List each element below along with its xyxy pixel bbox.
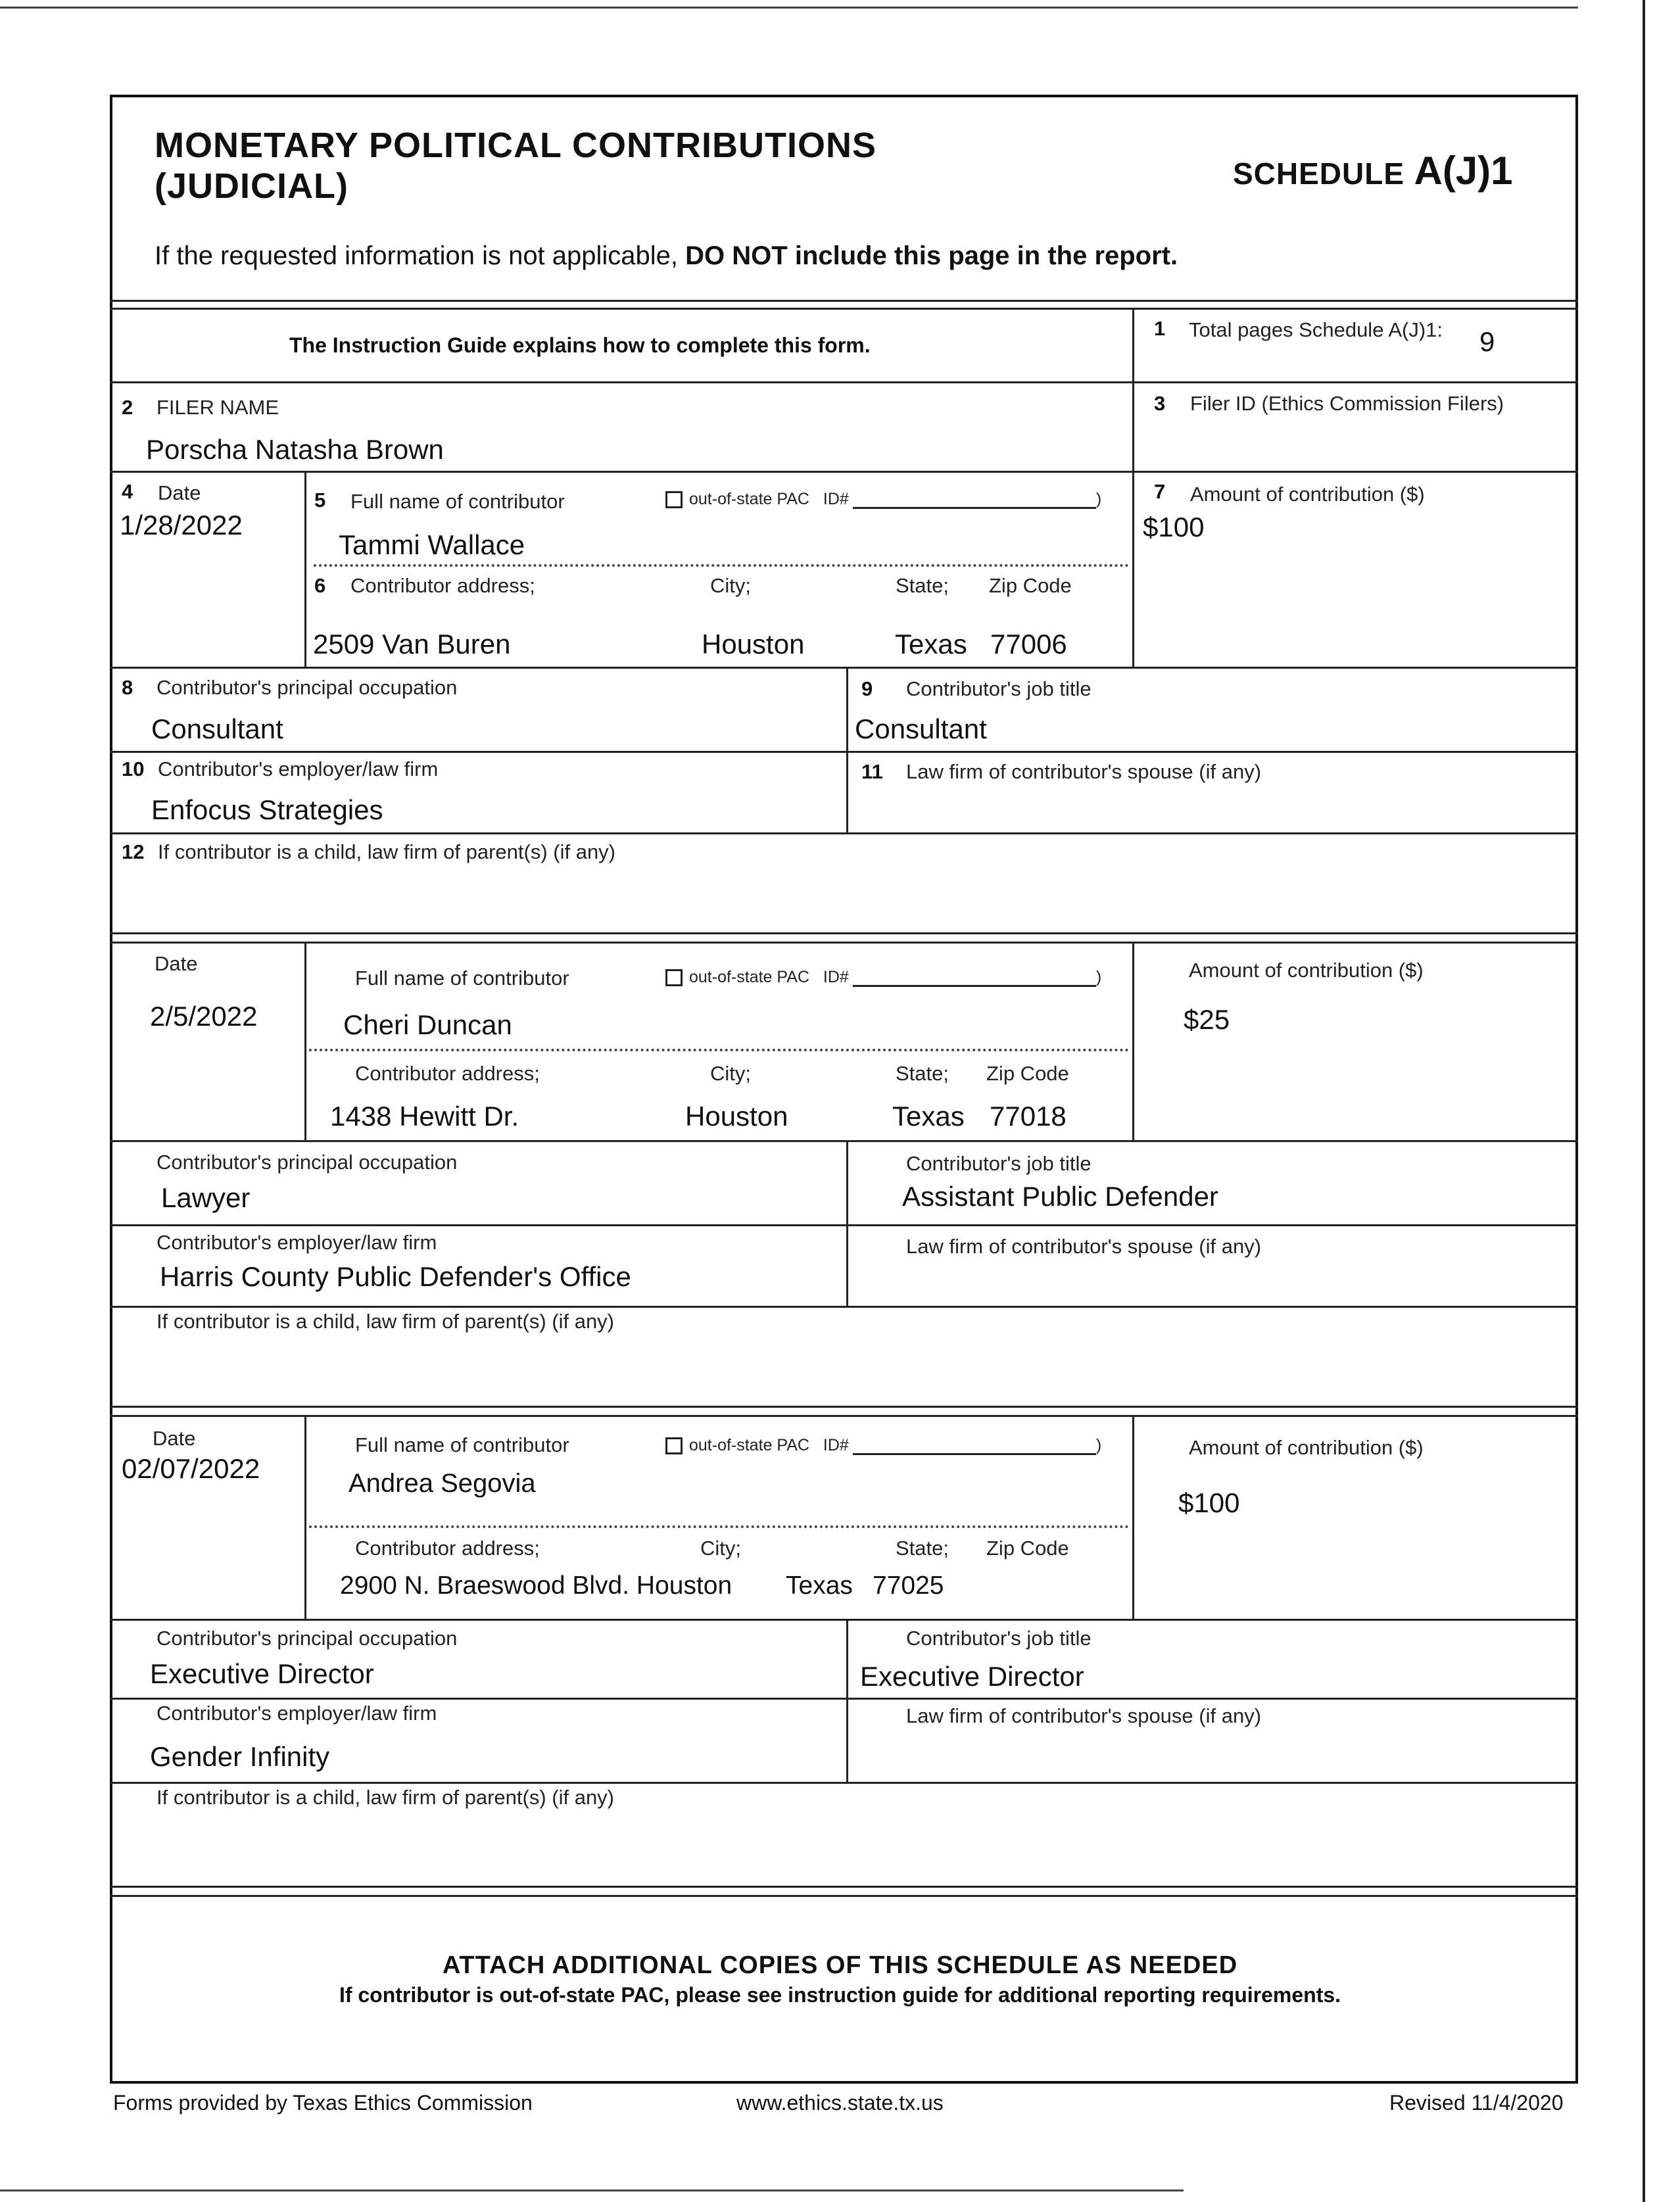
pac-checkbox-1[interactable]: [665, 491, 683, 508]
city-value-1: Houston: [702, 629, 805, 659]
amount-label-2: Amount of contribution ($): [1189, 959, 1424, 982]
date-label-2: Date: [155, 952, 198, 975]
job-title-value-2: Assistant Public Defender: [902, 1181, 1218, 1212]
filer-id-label: Filer ID (Ethics Commission Filers): [1190, 392, 1504, 415]
c1-vdiv-amount: [1132, 471, 1134, 668]
c3-end-2: [110, 1895, 1578, 1897]
amount-value-2: $25: [1184, 1004, 1230, 1035]
c2-divider-address: [110, 1140, 1578, 1142]
c2-end-2: [110, 1415, 1578, 1417]
zip-value-1: 77006: [990, 629, 1067, 659]
spouse-firm-label-2: Law firm of contributor's spouse (if any): [906, 1235, 1262, 1258]
pac-id-line-2: [853, 969, 1096, 987]
divider-filer: [110, 471, 1578, 473]
parent-firm-num-1: 12: [122, 840, 145, 863]
not-applicable-bold: DO NOT include this page in the report.: [685, 241, 1178, 270]
state-label-3: State;: [896, 1537, 949, 1560]
filer-name-num: 2: [122, 396, 133, 419]
employer-value-2: Harris County Public Defender's Office: [160, 1261, 631, 1292]
employer-label-1: Contributor's employer/law firm: [158, 757, 439, 780]
website-link[interactable]: www.ethics.state.tx.us: [736, 2091, 944, 2115]
c3-divider-employer: [110, 1782, 1578, 1784]
scan-right-edge: [1643, 0, 1645, 2202]
occupation-label-1: Contributor's principal occupation: [156, 676, 458, 699]
divider-top-1: [110, 300, 1578, 302]
name-label-2: Full name of contributor: [355, 967, 569, 990]
spouse-firm-num-1: 11: [861, 760, 883, 783]
c2-end-1: [110, 1406, 1578, 1408]
not-applicable-prefix: If the requested information is not applicable,: [155, 241, 679, 270]
zip-label-2: Zip Code: [986, 1062, 1069, 1085]
address-label-2: Contributor address;: [355, 1062, 540, 1085]
zip-label-3: Zip Code: [986, 1537, 1069, 1560]
c2-vdiv-date: [304, 942, 306, 1141]
c1-divider-employer: [110, 832, 1578, 834]
city-label-3: City;: [700, 1537, 741, 1560]
parent-firm-label-3: If contributor is a child, law firm of parent(s) (if any): [156, 1786, 615, 1809]
scan-bottom-edge: [0, 2190, 1184, 2191]
pac-id-label-2: ID#: [823, 968, 849, 986]
employer-value-1: Enfocus Strategies: [151, 794, 383, 825]
parent-firm-label-1: If contributor is a child, law firm of parent(s) (if any): [158, 840, 616, 863]
city-value-2: Houston: [685, 1101, 788, 1132]
form-title-line2: (JUDICIAL): [155, 166, 348, 206]
date-value-3: 02/07/2022: [122, 1453, 260, 1484]
name-num-1: 5: [314, 489, 326, 512]
date-num-1: 4: [122, 480, 133, 503]
address-label-3: Contributor address;: [355, 1537, 540, 1560]
pac-id-line-3: [853, 1437, 1096, 1455]
name-value-3: Andrea Segovia: [348, 1469, 536, 1498]
employer-value-3: Gender Infinity: [150, 1741, 330, 1772]
state-value-3: Texas: [786, 1571, 853, 1600]
c2-divider-employer: [110, 1306, 1578, 1308]
pac-label-2: out-of-state PAC: [689, 968, 809, 986]
pac-field-1: out-of-state PAC ID# ): [665, 490, 1101, 509]
c3-divider-address: [110, 1619, 1578, 1621]
job-title-value-1: Consultant: [855, 713, 987, 744]
filer-name-value: Porscha Natasha Brown: [146, 434, 444, 465]
date-value-1: 1/28/2022: [120, 510, 243, 540]
total-pages-num: 1: [1154, 317, 1166, 340]
c1-vdiv-occupation: [846, 667, 848, 834]
pac-field-2: out-of-state PAC ID# ): [665, 968, 1101, 987]
c3-vdiv-amount: [1132, 1415, 1134, 1620]
zip-value-2: 77018: [990, 1101, 1067, 1132]
pac-label-3: out-of-state PAC: [689, 1436, 809, 1454]
pac-instructions-note: If contributor is out-of-state PAC, please see instruction guide for additional reporting requirements.: [339, 1983, 1341, 2007]
c1-dotted-rule: [314, 564, 1129, 567]
pac-label-1: out-of-state PAC: [689, 490, 809, 508]
date-label-3: Date: [153, 1427, 196, 1450]
address-label-1: Contributor address;: [350, 574, 535, 597]
c3-end-1: [110, 1886, 1578, 1888]
employer-label-3: Contributor's employer/law firm: [156, 1702, 437, 1725]
pac-checkbox-3[interactable]: [665, 1437, 683, 1454]
occupation-num-1: 8: [122, 676, 133, 699]
c1-end-1: [110, 932, 1578, 934]
address-value-1: 2509 Van Buren: [313, 629, 511, 659]
instruction-text: The Instruction Guide explains how to complete this form.: [289, 333, 871, 357]
job-title-label-1: Contributor's job title: [906, 677, 1092, 700]
filer-id-num: 3: [1154, 392, 1166, 415]
pac-checkbox-2[interactable]: [665, 969, 683, 986]
city-label-2: City;: [710, 1062, 751, 1085]
c2-vdiv-amount: [1132, 942, 1134, 1141]
address-value-3: 2900 N. Braeswood Blvd. Houston: [340, 1571, 732, 1600]
job-title-label-3: Contributor's job title: [906, 1627, 1092, 1650]
state-label-2: State;: [896, 1062, 949, 1085]
employer-label-2: Contributor's employer/law firm: [156, 1231, 437, 1254]
not-applicable-note: [155, 241, 1178, 271]
spouse-firm-label-1: Law firm of contributor's spouse (if any): [906, 760, 1262, 783]
name-value-2: Cheri Duncan: [343, 1009, 512, 1040]
c3-dotted-rule: [309, 1525, 1129, 1528]
state-label-1: State;: [896, 574, 949, 597]
c1-divider-occupation: [110, 751, 1578, 753]
occupation-value-1: Consultant: [151, 713, 283, 744]
address-num-1: 6: [314, 574, 326, 597]
amount-label-1: Amount of contribution ($): [1190, 483, 1425, 506]
employer-num-1: 10: [122, 757, 145, 780]
spouse-firm-label-3: Law firm of contributor's spouse (if any): [906, 1704, 1262, 1727]
attach-copies-note: ATTACH ADDITIONAL COPIES OF THIS SCHEDULE AS NEEDED: [442, 1951, 1238, 1979]
c2-divider-occupation: [110, 1224, 1578, 1226]
pac-id-line-1: [853, 491, 1096, 509]
schedule-label: [1233, 148, 1513, 193]
date-label-1: Date: [158, 481, 201, 504]
scan-top-edge: [0, 7, 1578, 9]
divider-top-2: [110, 308, 1578, 310]
c1-divider-address: [110, 667, 1578, 669]
occupation-label-2: Contributor's principal occupation: [156, 1151, 458, 1174]
city-label-1: City;: [710, 574, 751, 597]
zip-label-1: Zip Code: [989, 574, 1072, 597]
c1-end-2: [110, 942, 1578, 944]
name-label-1: Full name of contributor: [350, 490, 565, 513]
parent-firm-label-2: If contributor is a child, law firm of parent(s) (if any): [156, 1310, 615, 1333]
schedule-code: A(J)1: [1414, 149, 1513, 193]
pac-id-label-3: ID#: [823, 1436, 849, 1454]
name-value-1: Tammi Wallace: [339, 529, 525, 560]
pac-field-3: out-of-state PAC ID# ): [665, 1436, 1101, 1455]
filer-name-label: FILER NAME: [156, 396, 279, 419]
address-value-2: 1438 Hewitt Dr.: [330, 1101, 519, 1132]
c3-divider-occupation: [110, 1698, 1578, 1700]
amount-value-1: $100: [1143, 512, 1205, 542]
amount-num-1: 7: [1154, 480, 1166, 503]
job-title-label-2: Contributor's job title: [906, 1152, 1092, 1175]
occupation-label-3: Contributor's principal occupation: [156, 1627, 458, 1650]
c2-vdiv-occupation: [846, 1140, 848, 1307]
zip-value-3: 77025: [873, 1571, 944, 1600]
occupation-value-3: Executive Director: [150, 1658, 374, 1689]
state-value-2: Texas: [892, 1101, 965, 1132]
provided-by: Forms provided by Texas Ethics Commission: [113, 2091, 533, 2115]
occupation-value-2: Lawyer: [161, 1182, 251, 1213]
state-value-1: Texas: [895, 629, 967, 659]
revised-date: Revised 11/4/2020: [1389, 2091, 1564, 2115]
divider-instruction: [110, 381, 1578, 383]
name-label-3: Full name of contributor: [355, 1433, 569, 1456]
c2-dotted-rule: [309, 1049, 1129, 1051]
c3-vdiv-date: [304, 1415, 306, 1620]
job-title-num-1: 9: [861, 677, 873, 700]
c3-vdiv-occupation: [846, 1619, 848, 1783]
form-title-line1: MONETARY POLITICAL CONTRIBUTIONS: [155, 126, 876, 165]
total-pages-label: Total pages Schedule A(J)1:: [1189, 318, 1443, 341]
job-title-value-3: Executive Director: [860, 1661, 1084, 1692]
amount-value-3: $100: [1178, 1487, 1240, 1518]
amount-label-3: Amount of contribution ($): [1189, 1436, 1424, 1459]
total-pages-value: 9: [1479, 326, 1495, 357]
c1-vdiv-date: [304, 471, 306, 668]
schedule-word: SCHEDULE: [1233, 156, 1405, 191]
date-value-2: 2/5/2022: [150, 1001, 258, 1032]
pac-id-label-1: ID#: [823, 490, 849, 508]
